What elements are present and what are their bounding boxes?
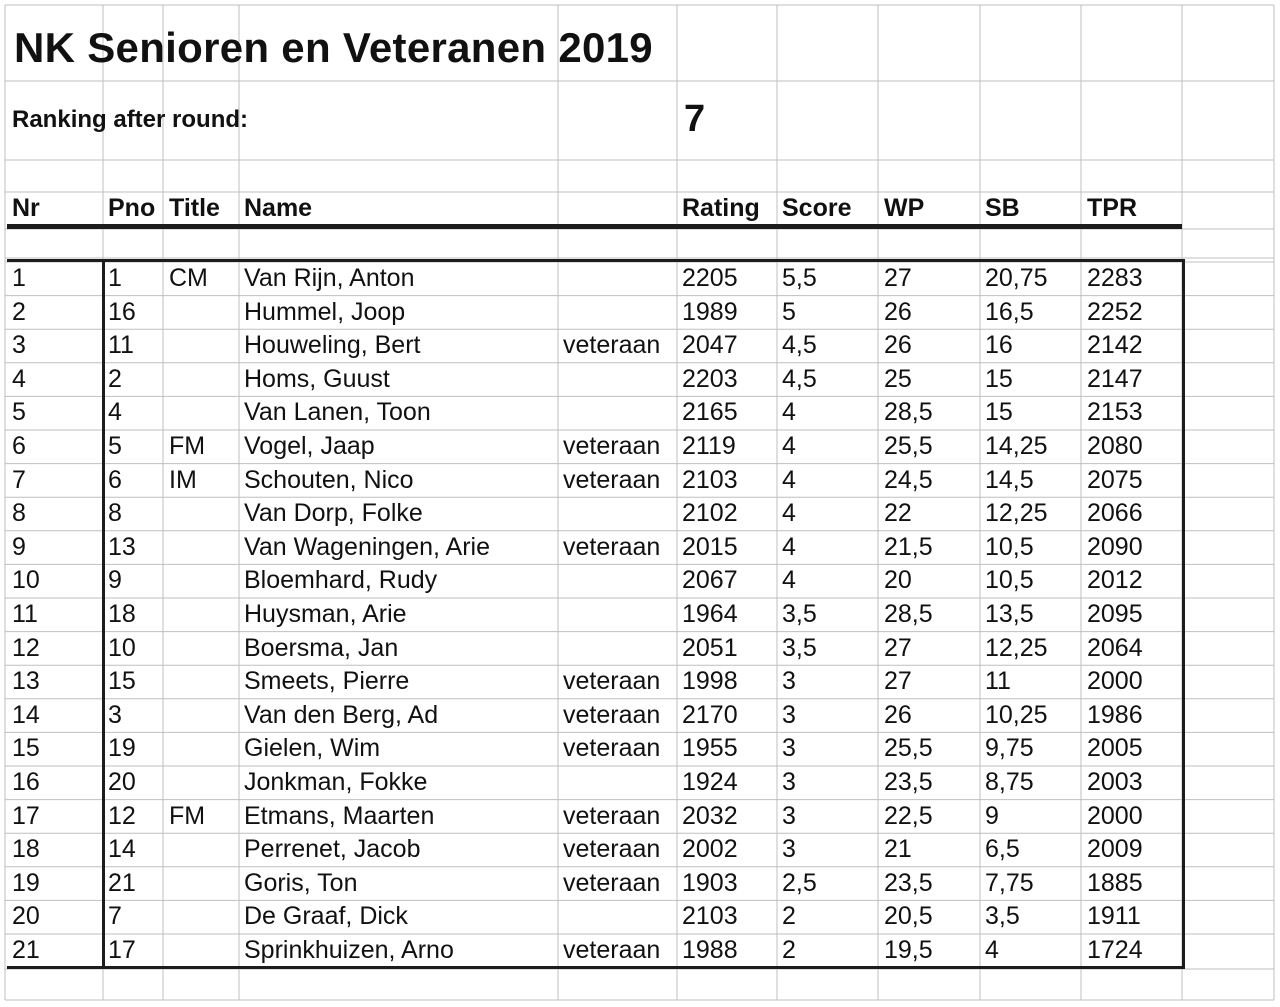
cell-pno: 14 bbox=[108, 835, 136, 864]
cell-cat: veteraan bbox=[563, 936, 661, 964]
cell-pno: 5 bbox=[108, 432, 122, 460]
cell-rating: 2047 bbox=[682, 331, 738, 360]
cell-name: Jonkman, Fokke bbox=[244, 768, 428, 796]
cell-nr: 19 bbox=[12, 868, 40, 897]
table-border-top bbox=[7, 259, 1185, 262]
cell-sb: 4 bbox=[985, 936, 999, 964]
cell-wp: 23,5 bbox=[884, 868, 933, 897]
cell-score: 3 bbox=[782, 734, 796, 763]
cell-nr: 10 bbox=[12, 566, 40, 595]
cell-sb: 11 bbox=[985, 667, 1011, 696]
cell-sb: 16 bbox=[985, 331, 1013, 360]
cell-nr: 12 bbox=[12, 633, 40, 662]
cell-tpr: 2090 bbox=[1087, 532, 1143, 561]
cell-rating: 2102 bbox=[682, 499, 738, 528]
cell-cat: veteraan bbox=[563, 331, 661, 360]
cell-name: Houweling, Bert bbox=[244, 331, 421, 360]
cell-name: Hummel, Joop bbox=[244, 297, 406, 326]
cell-rating: 2051 bbox=[682, 633, 738, 662]
table-border-right bbox=[1182, 259, 1185, 969]
cell-sb: 10,25 bbox=[985, 700, 1048, 729]
cell-score: 3,5 bbox=[782, 600, 817, 628]
cell-score: 3 bbox=[782, 835, 796, 864]
round-number: 7 bbox=[684, 98, 706, 140]
cell-pno: 6 bbox=[108, 465, 122, 494]
cell-nr: 14 bbox=[12, 700, 40, 729]
cell-cat: veteraan bbox=[563, 432, 661, 460]
cell-wp: 28,5 bbox=[884, 600, 933, 628]
table-border-bottom bbox=[7, 966, 1185, 969]
header-tpr: TPR bbox=[1087, 194, 1137, 222]
cell-name: Van Dorp, Folke bbox=[244, 499, 423, 528]
cell-nr: 18 bbox=[12, 835, 40, 864]
cell-tpr: 2153 bbox=[1087, 398, 1143, 427]
header-score: Score bbox=[782, 194, 852, 222]
cell-score: 3,5 bbox=[782, 633, 817, 662]
cell-wp: 26 bbox=[884, 700, 912, 729]
cell-score: 2 bbox=[782, 936, 796, 964]
cell-wp: 19,5 bbox=[884, 936, 933, 964]
cell-pno: 9 bbox=[108, 566, 122, 595]
cell-pno: 10 bbox=[108, 633, 136, 662]
cell-rating: 2205 bbox=[682, 264, 738, 292]
cell-tpr: 2012 bbox=[1087, 566, 1143, 595]
cell-sb: 12,25 bbox=[985, 499, 1048, 528]
cell-rating: 2119 bbox=[682, 432, 736, 460]
cell-rating: 2103 bbox=[682, 465, 738, 494]
cell-nr: 5 bbox=[12, 398, 26, 427]
cell-wp: 27 bbox=[884, 264, 912, 292]
cell-wp: 21 bbox=[884, 835, 912, 864]
cell-tpr: 1724 bbox=[1087, 936, 1143, 964]
cell-wp: 25,5 bbox=[884, 432, 933, 460]
cell-tpr: 2075 bbox=[1087, 465, 1143, 494]
cell-pno: 20 bbox=[108, 768, 136, 796]
cell-title: FM bbox=[169, 432, 206, 460]
cell-nr: 20 bbox=[12, 902, 40, 931]
cell-pno: 4 bbox=[108, 398, 122, 427]
page-title: NK Senioren en Veteranen 2019 bbox=[14, 24, 653, 71]
cell-score: 3 bbox=[782, 801, 796, 830]
cell-pno: 19 bbox=[108, 734, 136, 763]
cell-tpr: 2252 bbox=[1087, 297, 1143, 326]
cell-cat: veteraan bbox=[563, 532, 661, 561]
cell-sb: 14,25 bbox=[985, 432, 1048, 460]
cell-wp: 24,5 bbox=[884, 465, 933, 494]
cell-nr: 4 bbox=[12, 364, 26, 393]
cell-title: IM bbox=[169, 465, 197, 494]
cell-name: Huysman, Arie bbox=[244, 600, 407, 628]
cell-nr: 15 bbox=[12, 734, 40, 763]
cell-sb: 6,5 bbox=[985, 835, 1020, 864]
cell-score: 5 bbox=[782, 297, 796, 326]
cell-wp: 23,5 bbox=[884, 768, 933, 796]
cell-pno: 15 bbox=[108, 667, 136, 696]
cell-score: 4 bbox=[782, 499, 796, 528]
cell-name: Vogel, Jaap bbox=[244, 432, 375, 460]
cell-score: 4,5 bbox=[782, 331, 817, 360]
header-name: Name bbox=[244, 194, 313, 222]
cell-rating: 2165 bbox=[682, 398, 738, 427]
cell-name: Sprinkhuizen, Arno bbox=[244, 936, 454, 964]
cell-score: 4,5 bbox=[782, 364, 817, 393]
cell-score: 3 bbox=[782, 700, 796, 729]
cell-score: 4 bbox=[782, 532, 796, 561]
cell-nr: 6 bbox=[12, 432, 26, 460]
cell-wp: 25 bbox=[884, 364, 912, 393]
cell-sb: 14,5 bbox=[985, 465, 1034, 494]
ranking-label: Ranking after round: bbox=[12, 106, 249, 133]
cell-tpr: 1986 bbox=[1087, 700, 1143, 729]
cell-nr: 8 bbox=[12, 499, 26, 528]
cell-tpr: 2003 bbox=[1087, 768, 1143, 796]
cell-sb: 15 bbox=[985, 398, 1013, 427]
cell-score: 5,5 bbox=[782, 264, 817, 292]
cell-pno: 3 bbox=[108, 700, 122, 729]
cell-tpr: 2142 bbox=[1087, 331, 1143, 360]
cell-name: De Graaf, Dick bbox=[244, 902, 408, 931]
cell-rating: 2015 bbox=[682, 532, 738, 561]
cell-rating: 1955 bbox=[682, 734, 738, 763]
cell-cat: veteraan bbox=[563, 801, 661, 830]
cell-tpr: 2000 bbox=[1087, 801, 1143, 830]
cell-score: 2,5 bbox=[782, 868, 817, 897]
cell-name: Gielen, Wim bbox=[244, 734, 381, 763]
cell-title: CM bbox=[169, 264, 208, 292]
header-rating: Rating bbox=[682, 194, 760, 222]
cell-nr: 21 bbox=[12, 936, 40, 964]
cell-title: FM bbox=[169, 801, 206, 830]
cell-cat: veteraan bbox=[563, 734, 661, 763]
cell-name: Van Rijn, Anton bbox=[244, 264, 415, 292]
cell-score: 3 bbox=[782, 768, 796, 796]
cell-pno: 21 bbox=[108, 868, 136, 897]
cell-name: Goris, Ton bbox=[244, 868, 358, 897]
cell-sb: 3,5 bbox=[985, 902, 1020, 931]
cell-pno: 8 bbox=[108, 499, 122, 528]
cell-name: Van Lanen, Toon bbox=[244, 398, 431, 427]
cell-nr: 13 bbox=[12, 667, 40, 696]
cell-nr: 11 bbox=[12, 600, 38, 628]
cell-nr: 9 bbox=[12, 532, 26, 561]
cell-nr: 2 bbox=[12, 297, 26, 326]
cell-nr: 16 bbox=[12, 768, 40, 796]
cell-rating: 1924 bbox=[682, 768, 738, 796]
header-wp: WP bbox=[884, 194, 925, 222]
cell-name: Bloemhard, Rudy bbox=[244, 566, 438, 595]
cell-tpr: 2066 bbox=[1087, 499, 1143, 528]
cell-sb: 9,75 bbox=[985, 734, 1034, 763]
header-pno: Pno bbox=[108, 194, 156, 222]
cell-cat: veteraan bbox=[563, 667, 661, 696]
cell-name: Schouten, Nico bbox=[244, 465, 414, 494]
cell-name: Smeets, Pierre bbox=[244, 667, 410, 696]
cell-score: 2 bbox=[782, 902, 796, 931]
cell-wp: 20,5 bbox=[884, 902, 933, 931]
cell-rating: 2103 bbox=[682, 902, 738, 931]
cell-tpr: 2000 bbox=[1087, 667, 1143, 696]
cell-tpr: 2005 bbox=[1087, 734, 1143, 763]
cell-name: Boersma, Jan bbox=[244, 633, 399, 662]
cell-rating: 1988 bbox=[682, 936, 738, 964]
cell-sb: 7,75 bbox=[985, 868, 1034, 897]
cell-sb: 13,5 bbox=[985, 600, 1034, 628]
cell-nr: 1 bbox=[12, 264, 26, 292]
cell-wp: 22,5 bbox=[884, 801, 933, 830]
cell-rating: 1989 bbox=[682, 297, 738, 326]
cell-tpr: 2095 bbox=[1087, 600, 1143, 628]
cell-score: 4 bbox=[782, 398, 796, 427]
cell-sb: 8,75 bbox=[985, 768, 1034, 796]
cell-wp: 28,5 bbox=[884, 398, 933, 427]
cell-rating: 2067 bbox=[682, 566, 738, 595]
cell-pno: 12 bbox=[108, 801, 136, 830]
cell-cat: veteraan bbox=[563, 835, 661, 864]
cell-tpr: 2147 bbox=[1087, 364, 1143, 393]
cell-score: 4 bbox=[782, 566, 796, 595]
cell-cat: veteraan bbox=[563, 465, 661, 494]
cell-score: 4 bbox=[782, 465, 796, 494]
cell-sb: 9 bbox=[985, 801, 999, 830]
table-border-left bbox=[102, 259, 105, 969]
cell-tpr: 2064 bbox=[1087, 633, 1143, 662]
cell-rating: 2203 bbox=[682, 364, 738, 393]
cell-name: Etmans, Maarten bbox=[244, 801, 435, 830]
cell-sb: 10,5 bbox=[985, 532, 1034, 561]
cell-wp: 26 bbox=[884, 331, 912, 360]
header-nr: Nr bbox=[12, 194, 40, 222]
cell-wp: 27 bbox=[884, 633, 912, 662]
cell-wp: 22 bbox=[884, 499, 912, 528]
cell-sb: 16,5 bbox=[985, 297, 1034, 326]
cell-wp: 25,5 bbox=[884, 734, 933, 763]
cell-wp: 26 bbox=[884, 297, 912, 326]
cell-rating: 2002 bbox=[682, 835, 738, 864]
cell-score: 3 bbox=[782, 667, 796, 696]
cell-pno: 11 bbox=[108, 331, 134, 360]
cell-rating: 1964 bbox=[682, 600, 738, 628]
cell-pno: 7 bbox=[108, 902, 122, 931]
cell-name: Van Wageningen, Arie bbox=[244, 532, 490, 561]
cell-pno: 17 bbox=[108, 936, 136, 964]
cell-wp: 20 bbox=[884, 566, 912, 595]
cell-wp: 27 bbox=[884, 667, 912, 696]
cell-sb: 10,5 bbox=[985, 566, 1034, 595]
cell-pno: 18 bbox=[108, 600, 136, 628]
cell-wp: 21,5 bbox=[884, 532, 933, 561]
cell-nr: 3 bbox=[12, 331, 26, 360]
cell-tpr: 2080 bbox=[1087, 432, 1143, 460]
cell-tpr: 1885 bbox=[1087, 868, 1143, 897]
cell-name: Homs, Guust bbox=[244, 364, 390, 393]
cell-nr: 17 bbox=[12, 801, 40, 830]
cell-rating: 2032 bbox=[682, 801, 738, 830]
cell-tpr: 2009 bbox=[1087, 835, 1143, 864]
cell-rating: 2170 bbox=[682, 700, 738, 729]
cell-pno: 16 bbox=[108, 297, 136, 326]
cell-tpr: 1911 bbox=[1087, 902, 1141, 931]
cell-pno: 2 bbox=[108, 364, 122, 393]
header-title: Title bbox=[169, 194, 220, 222]
header-sb: SB bbox=[985, 194, 1020, 222]
cell-pno: 13 bbox=[108, 532, 136, 561]
cell-name: Perrenet, Jacob bbox=[244, 835, 421, 864]
cell-tpr: 2283 bbox=[1087, 264, 1143, 292]
cell-rating: 1903 bbox=[682, 868, 738, 897]
cell-score: 4 bbox=[782, 432, 796, 460]
cell-rating: 1998 bbox=[682, 667, 738, 696]
cell-nr: 7 bbox=[12, 465, 26, 494]
cell-sb: 15 bbox=[985, 364, 1013, 393]
cell-cat: veteraan bbox=[563, 868, 661, 897]
cell-sb: 20,75 bbox=[985, 264, 1048, 292]
cell-name: Van den Berg, Ad bbox=[244, 700, 439, 729]
header-underline bbox=[7, 224, 1182, 229]
cell-cat: veteraan bbox=[563, 700, 661, 729]
cell-sb: 12,25 bbox=[985, 633, 1048, 662]
cell-pno: 1 bbox=[108, 264, 122, 292]
